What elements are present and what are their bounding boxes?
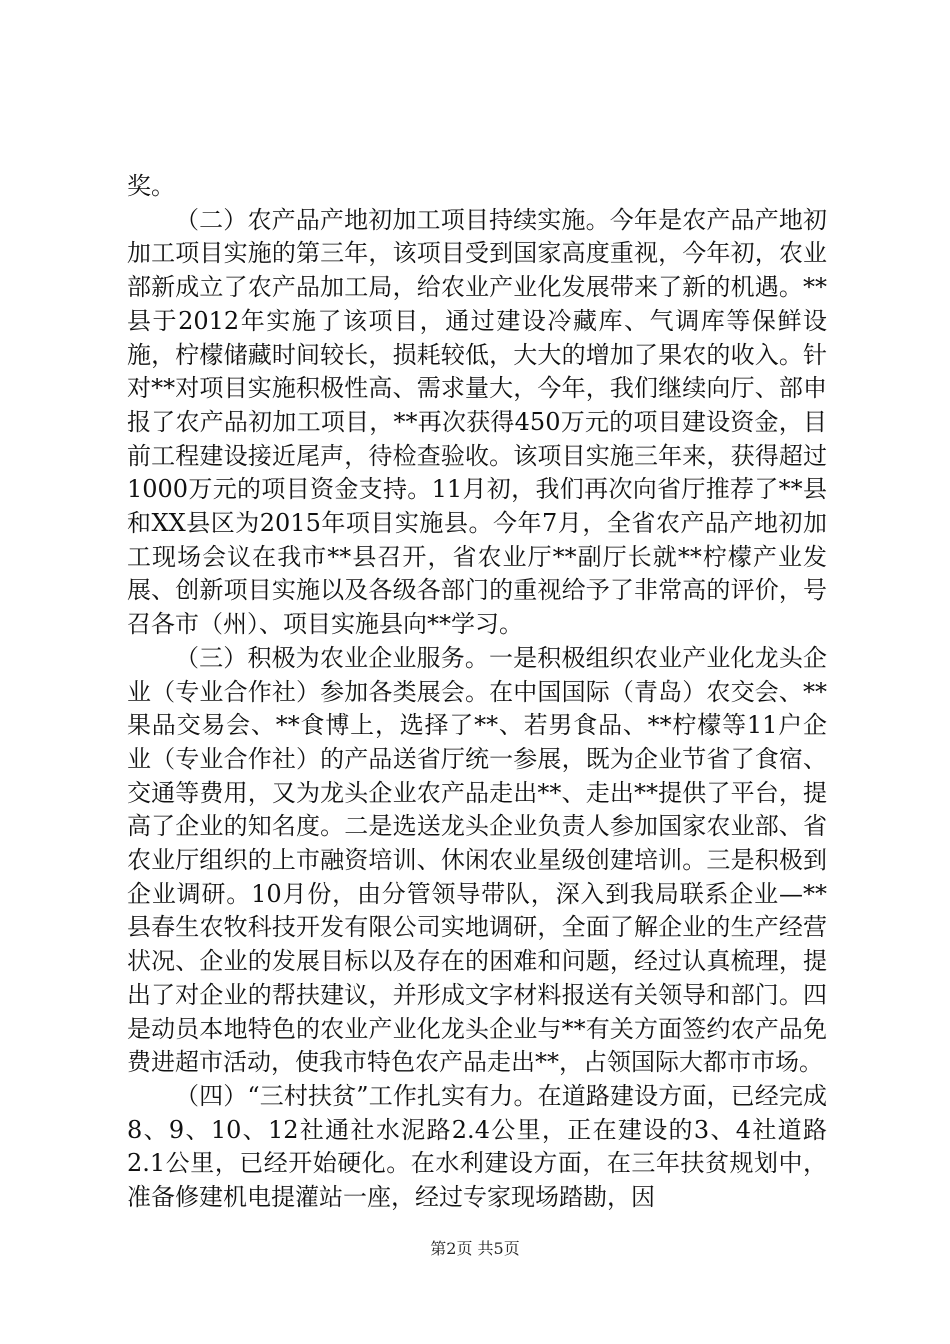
paragraph-section-2: （二）农产品产地初加工项目持续实施。今年是农产品产地初加工项目实施的第三年，该项目受到国家高度重视，今年初，农业部新成立了农产品加工局，给农业产业化发展带来了新的机遇。**县于2012年实施了该项目，通过建设冷藏库、气调库等保鲜设施，柠檬储藏时间较长，损耗较低，大大的增加了果农的收入。针对**对项目实施积极性高、需求量大，今年，我们继续向厅、部申报了农产品初加工项目，**再次获得450万元的项目建设资金，目前工程建设接近尾声，待检查验收。该项目实施三年来，获得超过1000万元的项目资金支持。11月初，我们再次向省厅推荐了**县和XX县区为2015年项目实施县。今年7月，全省农产品产地初加工现场会议在我市**县召开，省农业厅**副厅长就**柠檬产业发展、创新项目实施以及各级各部门的重视给予了非常高的评价，号召各市（州）、项目实施县向**学习。 <box>127 205 827 639</box>
document-body <box>127 170 827 1215</box>
paragraph-section-4: （四）“三村扶贫”工作扎实有力。在道路建设方面，已经完成8、9、10、12社通社水泥路2.4公里，正在建设的3、4社道路2.1公里，已经开始硬化。在水利建设方面，在三年扶贫规划中，准备修建机电提灌站一座，经过专家现场踏勘，因 <box>127 1081 827 1212</box>
page-footer: 第2页 共5页 <box>430 1239 520 1258</box>
paragraph-continuation: 奖。 <box>127 172 175 200</box>
paragraph-section-3: （三）积极为农业企业服务。一是积极组织农业产业化龙头企业（专业合作社）参加各类展会。在中国国际（青岛）农交会、**果品交易会、**食博上，选择了**、若男食品、**柠檬等11户企业（专业合作社）的产品送省厅统一参展，既为企业节省了食宿、交通等费用，又为龙头企业农产品走出**、走出**提供了平台，提高了企业的知名度。二是选送龙头企业负责人参加国家农业部、省农业厅组织的上市融资培训、休闲农业星级创建培训。三是积极到企业调研。10月份，由分管领导带队，深入到我局联系企业—**县春生农牧科技开发有限公司实地调研，全面了解企业的生产经营状况、企业的发展目标以及存在的困难和问题，经过认真梳理，提出了对企业的帮扶建议，并形成文字材料报送有关领导和部门。四是动员本地特色的农业产业化龙头企业与**有关方面签约农产品免费进超市活动，使我市特色农产品走出**，占领国际大都市市场。 <box>127 643 827 1077</box>
